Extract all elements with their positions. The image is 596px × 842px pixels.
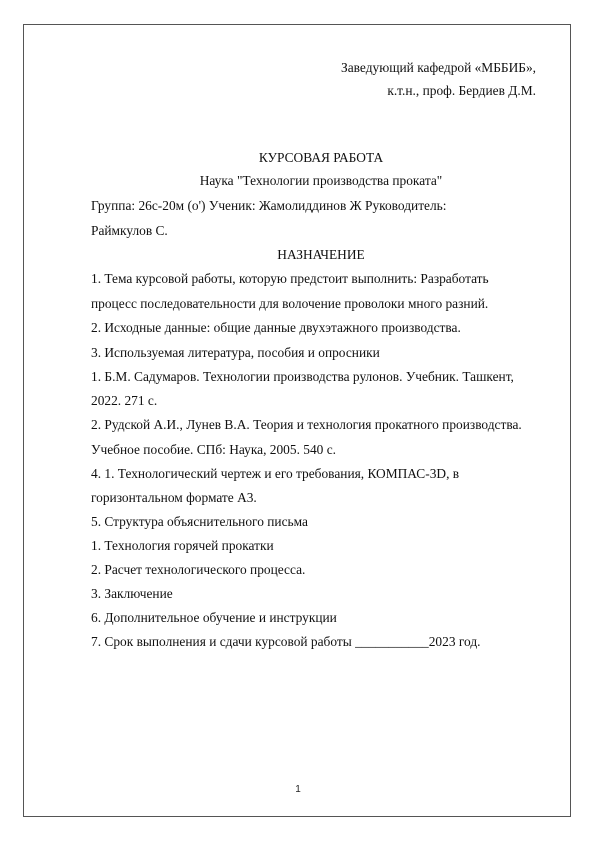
body-line: 7. Срок выполнения и сдачи курсовой работы ___________2023 год. (91, 634, 481, 649)
body-line: 2. Расчет технологического процесса. (91, 562, 306, 577)
body-line: процесс последовательности для волочение проволоки много разний. (91, 296, 489, 311)
body-line: 4. 1. Технологический чертеж и его требования, КОМПАС-3D, в (91, 466, 460, 481)
body-line: 2. Исходные данные: общие данные двухэтажного производства. (91, 320, 461, 335)
body-line: 1. Б.М. Садумаров. Технологии производства рулонов. Учебник. Ташкент, (91, 369, 514, 384)
body-line: Учебное пособие. СПб: Наука, 2005. 540 с. (91, 442, 336, 457)
body-line: 3. Заключение (91, 586, 173, 601)
body-line: 2022. 271 с. (91, 393, 158, 408)
body-line: 6. Дополнительное обучение и инструкции (91, 610, 337, 625)
body-line: 3. Используемая литература, пособия и опросники (91, 345, 380, 360)
header-line-1: Заведующий кафедрой «МББИБ», (341, 60, 536, 75)
page-number: 1 (295, 784, 301, 795)
body-line: 2. Рудской А.И., Лунев В.А. Теория и технология прокатного производства. (91, 417, 522, 432)
document-title: КУРСОВАЯ РАБОТА (258, 150, 384, 165)
subject-line: Наука "Технологии производства проката" (199, 173, 443, 188)
supervisor-line: Раймкулов С. (91, 223, 168, 238)
body-line: 1. Тема курсовой работы, которую предстоит выполнить: Разработать (91, 271, 489, 286)
assignment-heading: НАЗНАЧЕНИЕ (277, 247, 365, 262)
header-line-2: к.т.н., проф. Бердиев Д.М. (387, 83, 536, 98)
body-line: 5. Структура объяснительного письма (91, 514, 308, 529)
group-line: Группа: 26с-20м (o') Ученик: Жамолиддинов Ж Руководитель: (91, 198, 447, 213)
body-line: 1. Технология горячей прокатки (91, 538, 274, 553)
body-line: горизонтальном формате А3. (91, 490, 257, 505)
